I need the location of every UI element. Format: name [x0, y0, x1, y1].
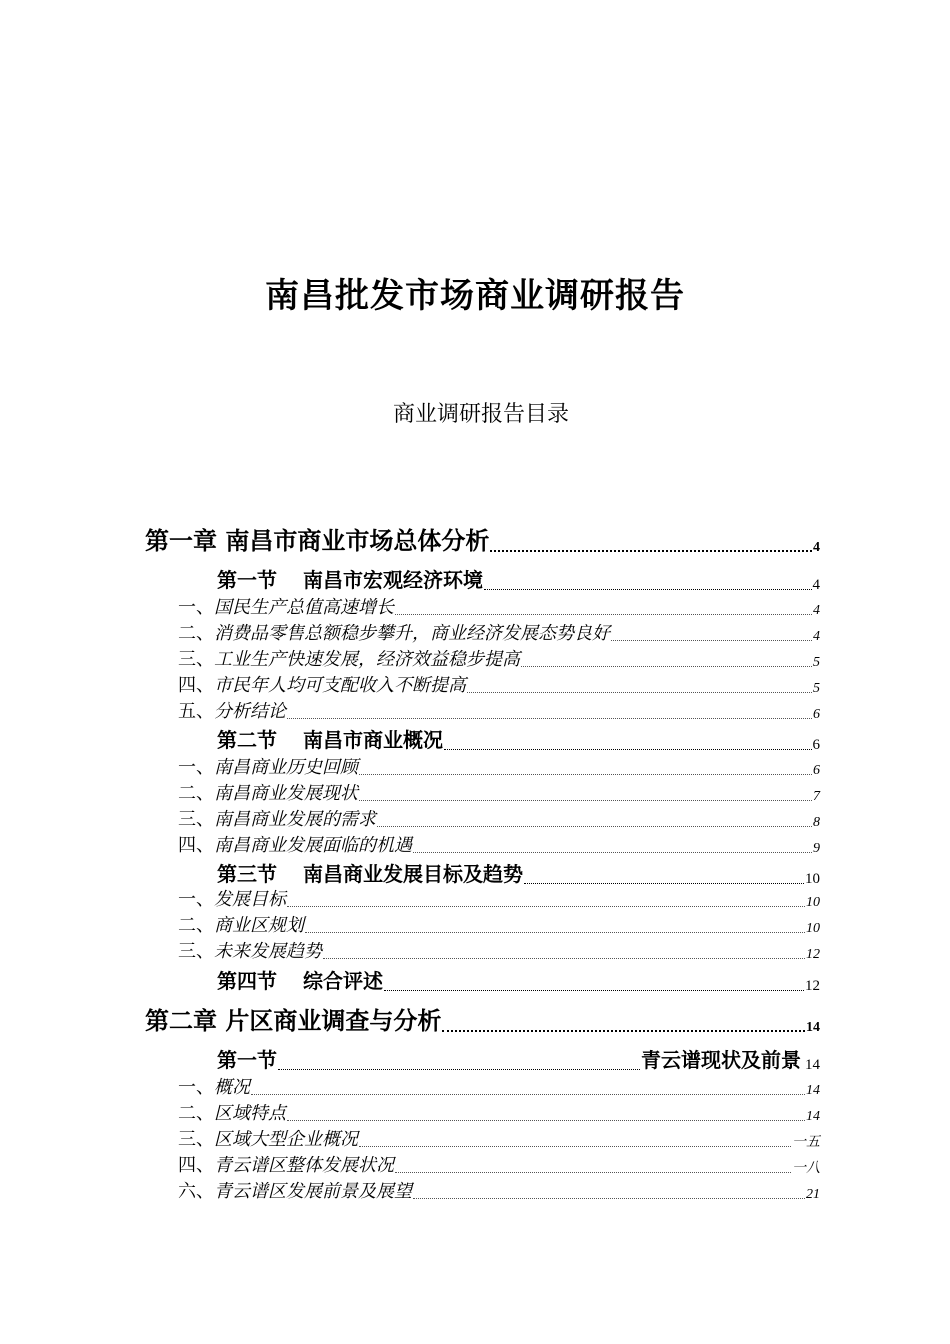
dot-leader — [395, 1172, 791, 1173]
dot-leader — [413, 1198, 805, 1199]
toc-page-number: 10 — [806, 921, 820, 936]
dot-leader — [467, 692, 812, 693]
toc-section-label: 第一节 — [217, 1048, 277, 1072]
toc-item[interactable] — [178, 1127, 820, 1153]
dot-leader — [377, 826, 812, 827]
toc-item[interactable] — [178, 887, 820, 913]
dot-leader — [521, 666, 812, 667]
toc-page-number: 4 — [813, 603, 820, 618]
toc-chapter-label: 第一章 南昌市商业市场总体分析 — [145, 527, 490, 555]
dot-leader — [384, 990, 804, 991]
toc-section-label: 第一节 南昌市宏观经济环境 — [217, 568, 483, 592]
toc-item-label: 四、市民年人均可支配收入不断提高 — [178, 675, 466, 696]
dot-leader — [395, 614, 812, 615]
toc-item-label: 一、发展目标 — [178, 889, 286, 910]
toc-item-label: 三、区域大型企业概况 — [178, 1129, 358, 1150]
toc-page-number: 14 — [806, 1083, 820, 1098]
dot-leader — [251, 1094, 805, 1095]
toc-item[interactable] — [178, 833, 820, 859]
toc-page-number: 4 — [812, 577, 820, 593]
toc-item-label: 一、南昌商业历史回顾 — [178, 757, 358, 778]
dot-leader — [413, 852, 812, 853]
toc-page-number: 一五 — [792, 1135, 820, 1150]
toc-item-label: 二、区域特点 — [178, 1103, 286, 1124]
toc-item-label: 二、消费品零售总额稳步攀升，商业经济发展态势良好 — [178, 623, 610, 644]
dot-leader — [323, 958, 805, 959]
toc-item-label: 四、南昌商业发展面临的机遇 — [178, 835, 412, 856]
toc-item-label: 四、青云谱区整体发展状况 — [178, 1155, 394, 1176]
dot-leader — [490, 550, 812, 552]
toc-page-number: 6 — [813, 707, 820, 722]
toc-page-number: 8 — [813, 815, 820, 830]
toc-item-label: 五、分析结论 — [178, 701, 286, 722]
toc-page-number: 5 — [813, 655, 820, 670]
dot-leader — [287, 718, 812, 719]
toc-item[interactable] — [178, 673, 820, 699]
toc-page-number: 12 — [805, 978, 820, 994]
toc-page-number: 7 — [813, 789, 820, 804]
toc-page-number: 14 — [806, 1020, 820, 1035]
toc-item[interactable] — [178, 1153, 820, 1179]
dot-leader — [305, 932, 805, 933]
dot-leader — [524, 883, 804, 884]
dot-leader — [287, 1120, 805, 1121]
dot-leader — [359, 800, 812, 801]
dot-leader — [287, 906, 805, 907]
toc-section-title: 青云谱现状及前景 — [641, 1048, 801, 1072]
dot-leader — [359, 774, 812, 775]
toc-section-1-4[interactable] — [217, 966, 820, 996]
dot-leader — [359, 1146, 791, 1147]
toc-page-number: 14 — [805, 1057, 820, 1073]
toc-page-number: 10 — [805, 871, 820, 887]
toc-page-number: 21 — [806, 1187, 820, 1202]
toc-item[interactable] — [178, 755, 820, 781]
dot-leader — [442, 1030, 805, 1032]
toc-item[interactable] — [178, 1179, 820, 1205]
toc-item[interactable] — [178, 699, 820, 725]
toc-item[interactable] — [178, 1075, 820, 1101]
toc-item[interactable] — [178, 647, 820, 673]
toc-item-label: 二、南昌商业发展现状 — [178, 783, 358, 804]
dot-leader — [611, 640, 812, 641]
toc-item[interactable] — [178, 595, 820, 621]
toc-section-label: 第四节 综合评述 — [217, 969, 383, 993]
toc-page-number: 9 — [813, 841, 820, 856]
dot-leader — [484, 589, 812, 590]
toc-section-1-1[interactable] — [217, 565, 820, 595]
toc-item[interactable] — [178, 1101, 820, 1127]
toc-section-label: 第二节 南昌市商业概况 — [217, 728, 443, 752]
toc-item-label: 三、南昌商业发展的需求 — [178, 809, 376, 830]
toc-item-label: 三、未来发展趋势 — [178, 941, 322, 962]
toc-item[interactable] — [178, 621, 820, 647]
toc-page-number: 6 — [813, 763, 820, 778]
toc-page-number: 6 — [812, 737, 820, 753]
toc-page-number: 一八 — [792, 1161, 820, 1176]
toc-heading: 商业调研报告目录 — [392, 402, 569, 427]
toc-item-label: 六、青云谱区发展前景及展望 — [178, 1181, 412, 1202]
toc-page-number: 4 — [813, 629, 820, 644]
toc-chapter-1[interactable] — [145, 524, 820, 558]
toc-page-number: 12 — [806, 947, 820, 962]
toc-section-2-1[interactable] — [217, 1045, 820, 1075]
toc-section-1-3[interactable] — [217, 859, 820, 889]
toc-item-label: 二、商业区规划 — [178, 915, 304, 936]
toc-item-label: 一、国民生产总值高速增长 — [178, 597, 394, 618]
toc-item[interactable] — [178, 781, 820, 807]
toc-item[interactable] — [178, 939, 820, 965]
toc-page-number: 10 — [806, 895, 820, 910]
toc-section-1-2[interactable] — [217, 725, 820, 755]
toc-page-number: 4 — [813, 540, 820, 555]
toc-page-number: 5 — [813, 681, 820, 696]
toc-chapter-label: 第二章 片区商业调查与分析 — [145, 1007, 442, 1035]
toc-item[interactable] — [178, 807, 820, 833]
toc-item-label: 三、工业生产快速发展，经济效益稳步提高 — [178, 649, 520, 670]
toc-chapter-2[interactable] — [145, 1004, 820, 1038]
toc-item-label: 一、概况 — [178, 1077, 250, 1098]
toc-page-number: 14 — [806, 1109, 820, 1124]
toc-section-label: 第三节 南昌商业发展目标及趋势 — [217, 862, 523, 886]
document-title: 南昌批发市场商业调研报告 — [265, 276, 685, 316]
dot-leader — [444, 749, 812, 750]
toc-item[interactable] — [178, 913, 820, 939]
dot-leader — [278, 1069, 640, 1070]
